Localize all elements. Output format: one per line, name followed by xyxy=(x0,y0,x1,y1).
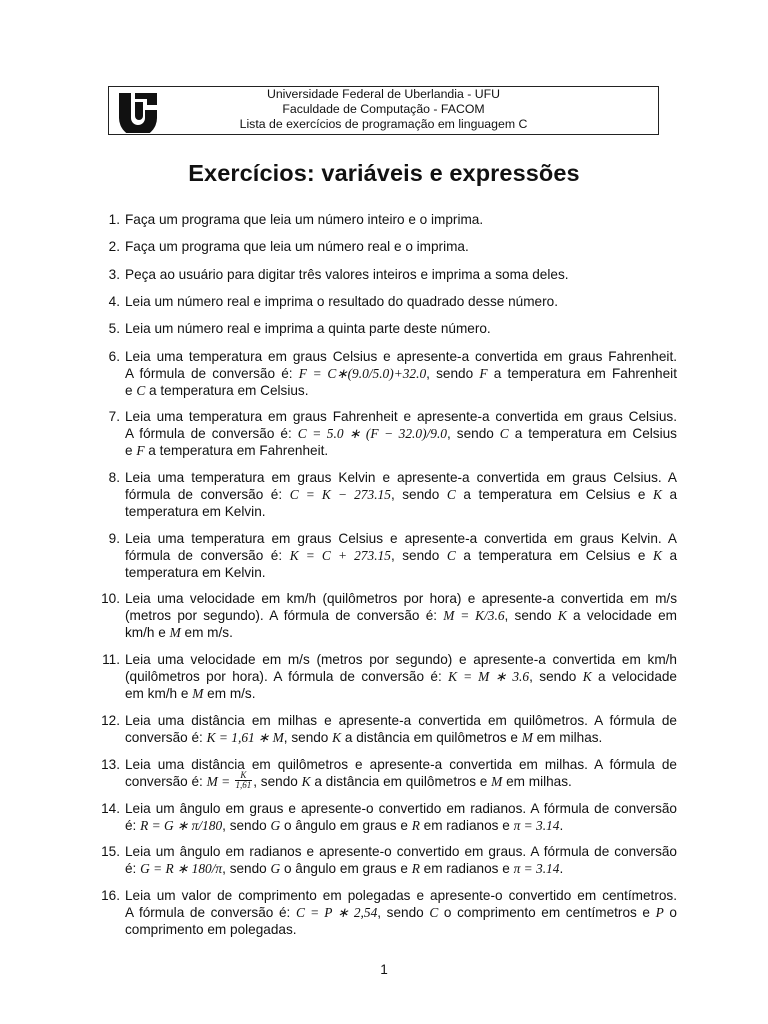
exercise-line xyxy=(125,668,677,685)
text-run: a temperatura em Fahrenheit xyxy=(487,366,677,381)
exercise-text xyxy=(125,469,677,520)
text-run: o ângulo em graus e xyxy=(280,818,412,833)
math-expression: C xyxy=(446,487,456,502)
fraction-numerator: K xyxy=(235,771,253,781)
exercise-line xyxy=(125,860,677,877)
text-run: a temperatura em Celsius xyxy=(508,426,677,441)
text-run: Leia uma temperatura em graus Celsius e apresente-a convertida em graus Fahrenheit. xyxy=(125,349,677,364)
math-expression: π = 3.14 xyxy=(513,861,560,876)
math-expression: G xyxy=(270,818,281,833)
text-run: em m/s. xyxy=(180,625,233,640)
math-expression: F xyxy=(136,443,145,458)
exercise-number: 3. xyxy=(108,267,120,282)
text-run: é: xyxy=(125,861,141,876)
math-expression: M = xyxy=(206,774,234,790)
exercise-text xyxy=(125,530,677,581)
exercise-number: 13. xyxy=(101,757,120,772)
text-run: em radianos e xyxy=(419,818,514,833)
text-run: a xyxy=(661,548,677,563)
text-run: , sendo xyxy=(283,730,333,745)
math-expression: K xyxy=(582,669,592,684)
text-run: em km/h e xyxy=(125,686,193,701)
exercise-line xyxy=(125,729,677,746)
math-expression: C xyxy=(446,548,456,563)
math-expression: C xyxy=(136,383,146,398)
exercise-text xyxy=(125,843,677,877)
exercise-line xyxy=(125,348,677,365)
exercise-line xyxy=(125,921,677,938)
text-run: temperatura em Kelvin. xyxy=(125,504,266,519)
text-run: temperatura em Kelvin. xyxy=(125,565,266,580)
math-expression: C = P ∗ 2,54 xyxy=(295,905,378,920)
text-run: , sendo xyxy=(529,669,583,684)
exercise-number: 7. xyxy=(108,409,120,424)
text-run: Leia uma temperatura em graus Fahrenheit e apresente-a convertida em graus Celsius. xyxy=(125,409,677,424)
exercise-number: 8. xyxy=(108,470,120,485)
math-expression: K = 1,61 ∗ M xyxy=(206,730,284,745)
text-run: , sendo xyxy=(377,905,430,920)
exercise-number: 14. xyxy=(101,801,120,816)
exercise-line xyxy=(125,486,677,503)
exercise-line xyxy=(125,624,677,641)
exercise-number: 1. xyxy=(108,212,120,227)
exercise-text xyxy=(125,408,677,459)
math-expression: P xyxy=(655,905,664,920)
math-expression: M = K/3.6 xyxy=(443,608,505,623)
text-run: , sendo xyxy=(426,366,480,381)
text-run: em m/s. xyxy=(203,686,256,701)
text-run: o ângulo em graus e xyxy=(280,861,412,876)
text-run: fórmula de conversão é: xyxy=(125,548,290,563)
text-run: e xyxy=(125,383,137,398)
text-run: , sendo xyxy=(504,608,558,623)
exercise-text xyxy=(125,887,677,938)
math-expression: π = 3.14 xyxy=(513,818,560,833)
exercise-number: 11. xyxy=(102,652,120,667)
text-run: A fórmula de conversão é: xyxy=(125,426,298,441)
text-run: em milhas. xyxy=(532,730,603,745)
text-run: conversão é: xyxy=(125,730,207,745)
exercise-text xyxy=(125,651,677,702)
exercise-line xyxy=(125,904,677,921)
text-run: (metros por segundo). A fórmula de conversão é: xyxy=(125,608,444,623)
text-run: Leia uma temperatura em graus Kelvin e apresente-a convertida em graus Celsius. A xyxy=(125,470,677,485)
header-faculty: Faculdade de Computação - FACOM xyxy=(282,102,485,116)
text-run: Leia uma distância em quilômetros e apresente-a convertida em milhas. A fórmula de xyxy=(125,757,677,772)
text-run: A fórmula de conversão é: xyxy=(125,905,296,920)
text-run: a temperatura em Celsius e xyxy=(455,548,653,563)
text-run: Leia uma distância em milhas e apresente-a convertida em quilômetros. A fórmula de xyxy=(125,713,677,728)
exercise-line xyxy=(125,800,677,817)
text-run: Leia uma temperatura em graus Celsius e apresente-a convertida em graus Kelvin. A xyxy=(125,531,677,546)
exercise-line xyxy=(125,408,677,425)
text-run: e xyxy=(125,443,137,458)
exercise-text xyxy=(125,800,677,834)
exercise-line xyxy=(125,564,677,581)
text-run: Leia uma velocidade em m/s (metros por segundo) e apresente-a convertida em km/h xyxy=(125,652,677,667)
exercise-line xyxy=(125,530,677,547)
text-run: Peça ao usuário para digitar três valores inteiros e imprima a soma deles. xyxy=(125,267,569,282)
text-run: a xyxy=(661,487,677,502)
exercise-text xyxy=(125,211,677,228)
math-expression: R xyxy=(411,818,420,833)
math-expression: R xyxy=(411,861,420,876)
header-university: Universidade Federal de Uberlandia - UFU xyxy=(266,87,501,101)
text-run: , sendo xyxy=(447,426,500,441)
exercise-line xyxy=(125,685,677,702)
math-expression: K xyxy=(557,608,567,623)
math-expression: C xyxy=(429,905,439,920)
text-run: , sendo xyxy=(390,548,447,563)
text-run: . xyxy=(559,861,564,876)
exercise-number: 2. xyxy=(108,239,120,254)
math-expression: G xyxy=(270,861,281,876)
text-run: em radianos e xyxy=(419,861,514,876)
exercise-line xyxy=(125,425,677,442)
exercise-line xyxy=(125,469,677,486)
exercise-line xyxy=(125,238,677,255)
math-expression: F xyxy=(479,366,488,381)
exercise-text xyxy=(125,293,677,310)
text-run: é: xyxy=(125,818,141,833)
math-expression: M xyxy=(192,686,204,701)
text-run: Leia um número real e imprima o resultado do quadrado desse número. xyxy=(125,294,558,309)
exercise-line xyxy=(125,266,677,283)
exercise-line xyxy=(125,817,677,834)
text-run: A fórmula de conversão é: xyxy=(125,366,299,381)
text-run: o xyxy=(663,905,677,920)
text-run: o comprimento em centímetros e xyxy=(438,905,656,920)
exercise-text xyxy=(125,266,677,283)
math-expression: C xyxy=(499,426,509,441)
exercise-line xyxy=(125,887,677,904)
exercise-text xyxy=(125,712,677,746)
text-run: Leia um número real e imprima a quinta parte deste número. xyxy=(125,321,491,336)
text-run: a distância em quilômetros e xyxy=(341,730,522,745)
math-expression: M xyxy=(169,625,181,640)
text-run: , sendo xyxy=(253,774,302,790)
exercise-number: 4. xyxy=(108,294,120,309)
exercise-line xyxy=(125,547,677,564)
exercise-line xyxy=(125,843,677,860)
text-run: Faça um programa que leia um número real e o imprima. xyxy=(125,239,469,254)
text-run: , sendo xyxy=(222,818,271,833)
text-run: , sendo xyxy=(222,861,271,876)
math-expression: F = C∗(9.0/5.0)+32.0 xyxy=(298,366,427,381)
text-run: comprimento em polegadas. xyxy=(125,922,297,937)
fraction xyxy=(235,771,253,790)
text-run: a temperatura em Fahrenheit. xyxy=(144,443,329,458)
exercise-line xyxy=(125,607,677,624)
text-run: a distância em quilômetros e xyxy=(310,774,492,790)
text-run: Leia uma velocidade em km/h (quilômetros por hora) e apresente-a convertida em m/s xyxy=(125,591,677,606)
math-expression: C = 5.0 ∗ (F − 32.0)/9.0 xyxy=(297,426,448,441)
math-expression: K = M ∗ 3.6 xyxy=(448,669,530,684)
page-number: 1 xyxy=(380,962,388,977)
text-run: (quilômetros por hora). A fórmula de conversão é: xyxy=(125,669,449,684)
exercise-line xyxy=(125,365,677,382)
exercise-line xyxy=(125,211,677,228)
math-expression: G = R ∗ 180/π xyxy=(140,861,223,876)
exercise-line xyxy=(125,590,677,607)
text-run: , sendo xyxy=(390,487,447,502)
math-expression: R = G ∗ π/180 xyxy=(140,818,223,833)
math-expression: K xyxy=(652,487,662,502)
math-expression: K xyxy=(332,730,342,745)
math-expression: K xyxy=(301,774,311,790)
text-run: fórmula de conversão é: xyxy=(125,487,290,502)
page-title: Exercícios: variáveis e expressões xyxy=(188,160,580,186)
fraction-denominator: 1,61 xyxy=(235,780,252,790)
exercise-number: 10. xyxy=(101,591,120,606)
text-run: km/h e xyxy=(125,625,170,640)
exercise-number: 15. xyxy=(101,844,120,859)
math-expression: M xyxy=(521,730,533,745)
text-run: a velocidade em xyxy=(566,608,677,623)
math-expression: M xyxy=(491,774,503,790)
exercise-number: 6. xyxy=(108,349,120,364)
text-run: . xyxy=(559,818,564,833)
text-run: Leia um valor de comprimento em polegadas e apresente-o convertido em centímetros. xyxy=(125,888,677,903)
text-run: a temperatura em Celsius e xyxy=(455,487,653,502)
math-expression: C = K − 273.15 xyxy=(289,487,391,502)
exercise-line xyxy=(125,770,677,792)
exercise-line xyxy=(125,442,677,459)
exercise-line xyxy=(125,756,677,773)
text-run: Leia um ângulo em graus e apresente-o convertido em radianos. A fórmula de conversão xyxy=(125,801,677,816)
math-expression: K = C + 273.15 xyxy=(289,548,391,563)
text-run: Leia um ângulo em radianos e apresente-o convertido em graus. A fórmula de conversão xyxy=(125,844,677,859)
exercise-text xyxy=(125,590,677,641)
document-header xyxy=(108,86,659,135)
exercise-line xyxy=(125,712,677,729)
text-run: Faça um programa que leia um número inteiro e o imprima. xyxy=(125,212,484,227)
exercise-number: 5. xyxy=(108,321,120,336)
exercise-number: 16. xyxy=(101,888,120,903)
text-run: em milhas. xyxy=(502,774,572,790)
exercise-number: 9. xyxy=(108,531,120,546)
exercise-line xyxy=(125,382,677,399)
exercise-line xyxy=(125,320,677,337)
text-run: a velocidade xyxy=(591,669,677,684)
math-expression: K xyxy=(652,548,662,563)
exercise-text xyxy=(125,238,677,255)
exercise-line xyxy=(125,293,677,310)
exercise-line xyxy=(125,651,677,668)
exercise-line xyxy=(125,503,677,520)
text-run: a temperatura em Celsius. xyxy=(145,383,309,398)
exercise-text xyxy=(125,320,677,337)
exercise-text xyxy=(125,756,677,792)
header-list-title: Lista de exercícios de programação em linguagem C xyxy=(239,117,528,131)
text-run: conversão é: xyxy=(125,774,207,790)
exercise-number: 12. xyxy=(101,713,120,728)
exercise-text xyxy=(125,348,677,399)
